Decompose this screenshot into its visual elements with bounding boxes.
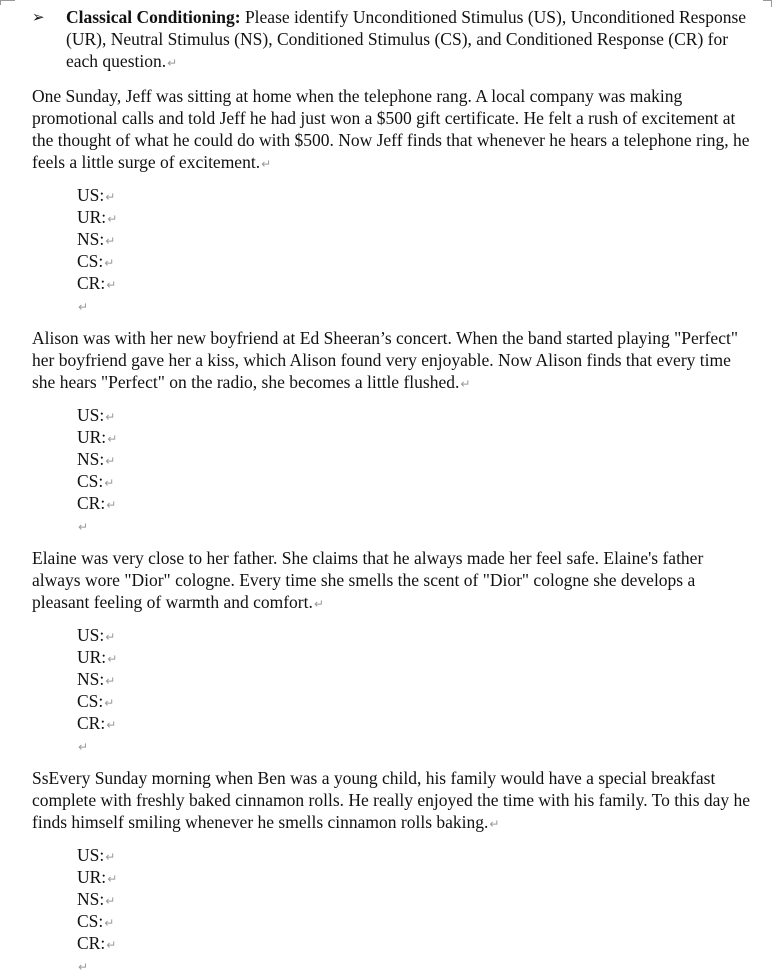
question-text-content: Elaine was very close to her father. She claims that he always made her feel safe. Elaine's father always wore "Dior" cologne. Every time she smells the scent of "Dior" cologne she develops a pleasant feeling of warmth and comfort. (32, 548, 704, 612)
answer-line[interactable] (77, 712, 752, 734)
paragraph-mark-icon: ↵ (261, 157, 272, 171)
answer-line[interactable] (77, 272, 752, 294)
paragraph-mark-icon: ↵ (105, 454, 116, 468)
answer-line[interactable] (77, 668, 752, 690)
empty-paragraph (32, 294, 752, 316)
paragraph-mark-icon: ↵ (78, 960, 89, 974)
paragraph-mark-icon: ↵ (105, 234, 116, 248)
paragraph-mark-icon: ↵ (313, 597, 324, 611)
answer-line[interactable] (77, 844, 752, 866)
paragraph-mark-icon: ↵ (104, 696, 115, 710)
questions-list (32, 85, 752, 976)
paragraph-mark-icon: ↵ (107, 652, 118, 666)
paragraph-mark-icon: ↵ (104, 476, 115, 490)
paragraph-mark-icon: ↵ (107, 212, 118, 226)
paragraph-mark-icon: ↵ (105, 190, 116, 204)
answer-line[interactable] (77, 250, 752, 272)
answer-label: UR: (77, 867, 107, 887)
paragraph-mark-icon: ↵ (106, 498, 117, 512)
answer-label: US: (77, 625, 105, 645)
empty-paragraph (32, 514, 752, 536)
answer-label: UR: (77, 207, 107, 227)
question-text (32, 767, 752, 835)
question-text-content: Alison was with her new boyfriend at Ed Sheeran’s concert. When the band started playing "Perfect" her boyfriend gave her a kiss, which Alison found very enjoyable. Now Alison finds that every time she hears "Perfect" on the radio, she becomes a little flushed. (32, 328, 738, 392)
question-text-content: SsEvery Sunday morning when Ben was a young child, his family would have a special breakfast complete with freshly baked cinnamon rolls. He really enjoyed the time with his family. To this day he finds himself smiling whenever he smells cinnamon rolls baking. (32, 768, 751, 832)
paragraph-mark-icon: ↵ (107, 872, 118, 886)
answer-label: US: (77, 845, 105, 865)
answer-line[interactable] (77, 206, 752, 228)
paragraph-mark-icon: ↵ (78, 740, 89, 754)
paragraph-mark-icon: ↵ (106, 718, 117, 732)
answer-list (32, 844, 752, 954)
paragraph-mark-icon: ↵ (104, 256, 115, 270)
answer-label: US: (77, 185, 105, 205)
answer-label: UR: (77, 427, 107, 447)
instruction-text: Please identify Unconditioned Stimulus (US), Unconditioned Response (UR), Neutral Stimulus (NS), Conditioned Stimulus (CS), and Conditioned Response (CR) for each question. (66, 7, 747, 71)
paragraph-mark-icon: ↵ (105, 674, 116, 688)
answer-line[interactable] (77, 690, 752, 712)
question-block (32, 767, 752, 976)
answer-label: CR: (77, 713, 106, 733)
answer-label: CR: (77, 933, 106, 953)
answer-line[interactable] (77, 184, 752, 206)
paragraph-mark-icon: ↵ (489, 817, 500, 831)
paragraph-mark-icon: ↵ (460, 377, 471, 391)
question-text (32, 547, 752, 615)
paragraph-mark-icon: ↵ (106, 278, 117, 292)
paragraph-mark-icon: ↵ (107, 432, 118, 446)
answer-line[interactable] (77, 470, 752, 492)
question-block (32, 85, 752, 316)
answer-line[interactable] (77, 866, 752, 888)
answer-line[interactable] (77, 492, 752, 514)
paragraph-mark-icon: ↵ (104, 916, 115, 930)
answer-line[interactable] (77, 624, 752, 646)
answer-label: NS: (77, 669, 105, 689)
answer-list (32, 404, 752, 514)
answer-label: CR: (77, 493, 106, 513)
answer-line[interactable] (77, 910, 752, 932)
answer-line[interactable] (77, 228, 752, 250)
answer-label: CS: (77, 251, 104, 271)
instruction-label: Classical Conditioning: (66, 7, 241, 27)
answer-line[interactable] (77, 646, 752, 668)
answer-label: US: (77, 405, 105, 425)
paragraph-mark-icon: ↵ (106, 938, 117, 952)
answer-list (32, 184, 752, 294)
answer-line[interactable] (77, 888, 752, 910)
page-corner-mark-left (0, 0, 15, 5)
paragraph-mark-icon: ↵ (105, 850, 116, 864)
paragraph-mark-icon: ↵ (78, 520, 89, 534)
paragraph-mark-icon: ↵ (105, 410, 116, 424)
answer-list (32, 624, 752, 734)
paragraph-mark-icon: ↵ (167, 56, 178, 70)
answer-label: CS: (77, 471, 104, 491)
paragraph-mark-icon: ↵ (78, 300, 89, 314)
answer-line[interactable] (77, 426, 752, 448)
answer-label: CR: (77, 273, 106, 293)
question-text (32, 327, 752, 395)
arrow-bullet-icon: ➢ (32, 8, 45, 26)
answer-line[interactable] (77, 932, 752, 954)
empty-paragraph (32, 734, 752, 756)
instruction-bullet (32, 6, 752, 74)
paragraph-mark-icon: ↵ (105, 630, 116, 644)
answer-line[interactable] (77, 448, 752, 470)
answer-line[interactable] (77, 404, 752, 426)
empty-paragraph (32, 954, 752, 976)
answer-label: NS: (77, 449, 105, 469)
answer-label: UR: (77, 647, 107, 667)
paragraph-mark-icon: ↵ (105, 894, 116, 908)
question-block (32, 547, 752, 756)
question-text (32, 85, 752, 175)
answer-label: NS: (77, 229, 105, 249)
question-block (32, 327, 752, 536)
answer-label: CS: (77, 691, 104, 711)
document-page (32, 6, 752, 976)
answer-label: NS: (77, 889, 105, 909)
question-text-content: One Sunday, Jeff was sitting at home when the telephone rang. A local company was making promotional calls and told Jeff he had just won a $500 gift certificate. He felt a rush of excitement at the thought of what he could do with $500. Now Jeff finds that whenever he hears a telephone ring, he feels a little surge of excitement. (32, 86, 750, 172)
answer-label: CS: (77, 911, 104, 931)
page-corner-mark-right (763, 0, 772, 7)
